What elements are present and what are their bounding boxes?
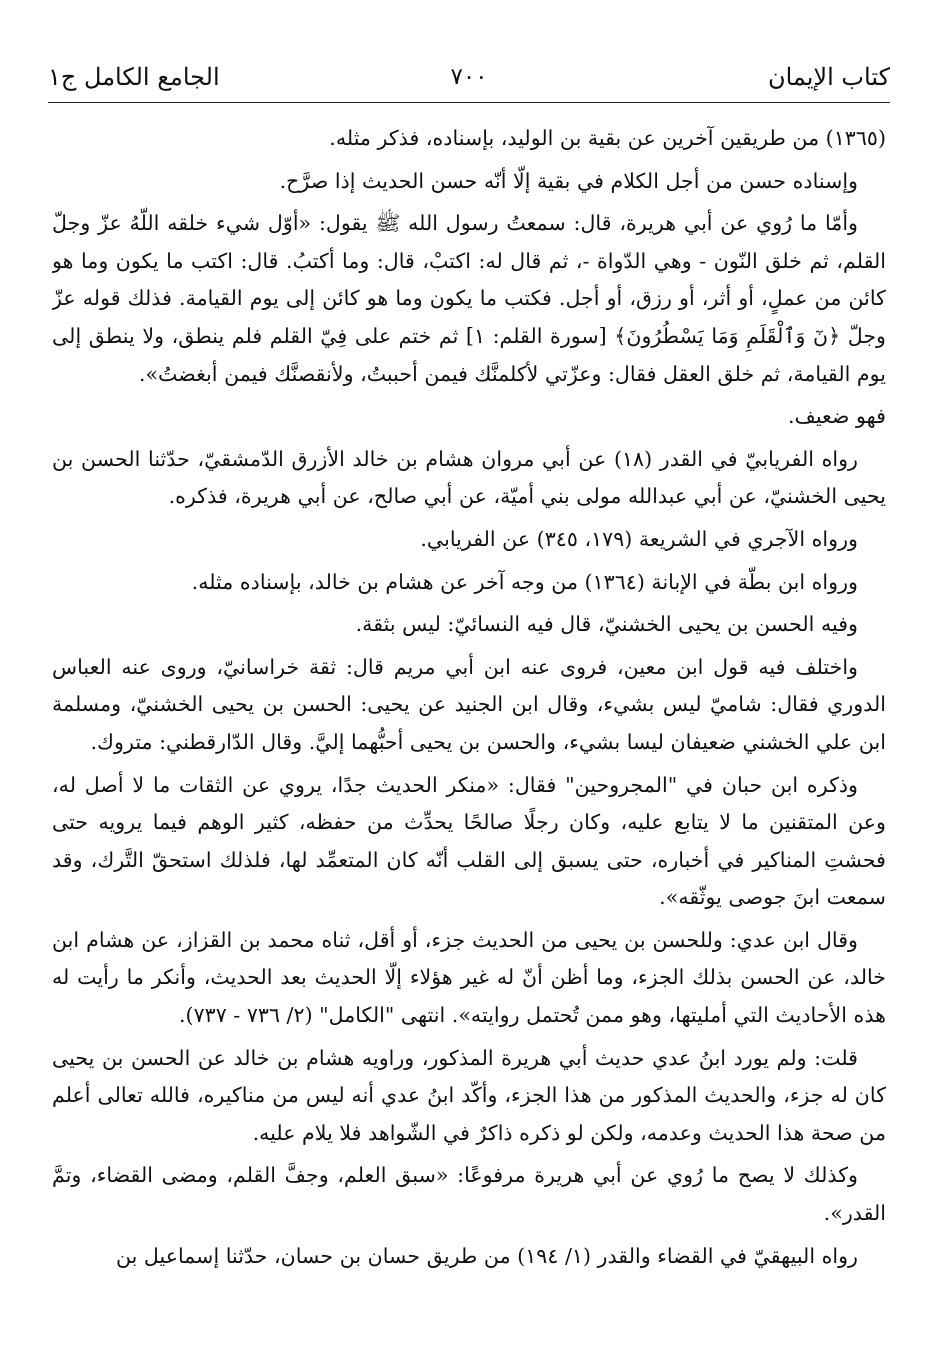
paragraph: وفيه الحسن بن يحيى الخشنيّ، قال فيه النسائيّ: ليس بثقة.: [355, 612, 858, 637]
paragraph: رواه الفريابيّ في القدر (١٨) عن أبي مروان هشام بن خالد الأزرق الدّمشقيّ، حدّثنا الحسن بن يحيى الخشنيّ، عن أبي عبدالله مولى بني أميّة، عن أبي صالح، عن أبي هريرة، فذكره.: [52, 446, 886, 509]
paragraph: وأمّا ما رُوي عن أبي هريرة، قال: سمعتُ رسول الله ﷺ يقول: «أوّل شيء خلقه اللّهُ عزّ وجلّ القلم، ثم خلق النّون - وهي الدّواة -، ثم قال له: اكتبْ، قال: وما أكتبُ. قال: اكتب ما يكون وما هو كائن من عملٍ، أو أثر، أو رزق، أو أجل. فكتب ما يكون وما هو كائن إلى يوم القيامة. فذلك قوله عزّ وجلّ ﴿نٓ وَٱلْقَلَمِ وَمَا يَسْطُرُونَ﴾ [سورة القلم: ١] ثم ختم على فِيّ القلم فلم ينطق، ولا ينطق إلى يوم القيامة، ثم خلق العقل فقال: وعزّتي لأكلمنَّك فيمن أحببتُ، ولأنقصنَّك فيمن أبغضتُ».: [52, 211, 886, 386]
paragraph: ورواه الآجري في الشريعة (١٧٩، ٣٤٥) عن الفريابي.: [420, 526, 858, 551]
paragraph: رواه البيهقيّ في القضاء والقدر (١/ ١٩٤) من طريق حسان بن حسان، حدّثنا إسماعيل بن: [115, 1243, 858, 1268]
volume-title: الجامع الكامل ج١: [48, 63, 220, 91]
paragraph: وقال ابن عدي: وللحسن بن يحيى من الحديث جزء، أو أقل، ثناه محمد بن القزاز، عن هشام ابن خالد، عن الحسن بذلك الجزء، وما أظن أنّ له غير هؤلاء إلّا الحديث بعد الحديث، وأنكر ما رأيت له هذه الأحاديث التي أمليتها، وهو ممن تُحتمل روايته». انتهى "الكامل" (٢/ ٧٣٦ - ٧٣٧).: [52, 927, 886, 1028]
book-title: كتاب الإيمان: [767, 63, 890, 91]
paragraph: واختلف فيه قول ابن معين، فروى عنه ابن أبي مريم قال: ثقة خراسانيّ، وروى عنه العباس الدوري فقال: شاميّ ليس بشيء، وقال ابن الجنيد عن يحيى: الحسن بن يحيى الخشنيّ، ومسلمة ابن علي الخشني ضعيفان ليسا بشيء، والحسن بن يحيى أحبُّهما إليَّ. وقال الدّارقطني: متروك.: [52, 654, 886, 754]
paragraph: قلت: ولم يورد ابنُ عدي حديث أبي هريرة المذكور، وراويه هشام بن خالد عن الحسن بن يحيى كان له جزء، والحديث المذكور من هذا الجزء، وأكّد ابنُ عدي أنه ليس من مناكيره، فالله تعالى أعلم من صحة هذا الحديث وعدمه، ولكن لو ذكره ذاكرٌ في الشّواهد فلا يلام عليه.: [52, 1045, 886, 1145]
page-body: [52, 120, 886, 1341]
paragraph: (١٣٦٥) من طريقين آخرين عن بقية بن الوليد، بإسناده، فذكر مثله.: [329, 126, 886, 150]
paragraph: ورواه ابن بطّة في الإبانة (١٣٦٤) من وجه آخر عن هشام بن خالد، بإسناده مثله.: [191, 569, 858, 594]
paragraph: وإسناده حسن من أجل الكلام في بقية إلّا أنّه حسن الحديث إذا صرَّح.: [279, 168, 858, 193]
page-number: ٧٠٠: [450, 64, 488, 90]
paragraph: وكذلك لا يصح ما رُوي عن أبي هريرة مرفوعًا: «سبق العلم، وجفَّ القلم، ومضى القضاء، وتمَّ القدر».: [52, 1163, 886, 1226]
paragraph: فهو ضعيف.: [787, 404, 886, 429]
paragraph: وذكره ابن حبان في "المجروحين" فقال: «منكر الحديث جدًا، يروي عن الثقات ما لا أصل له، وعن المتقنين ما لا يتابع عليه، وكان رجلًا صالحًا يحدِّث من حفظه، كثير الوهم فيما يرويه حتى فحشتِ المناكير في أخباره، حتى يسبق إلى القلب أنّه كان المتعمِّد لها، فلذلك استحقّ التَّرك، وقد سمعت ابنَ جوصى يوثّقه».: [52, 772, 886, 910]
page-header: [48, 52, 890, 103]
